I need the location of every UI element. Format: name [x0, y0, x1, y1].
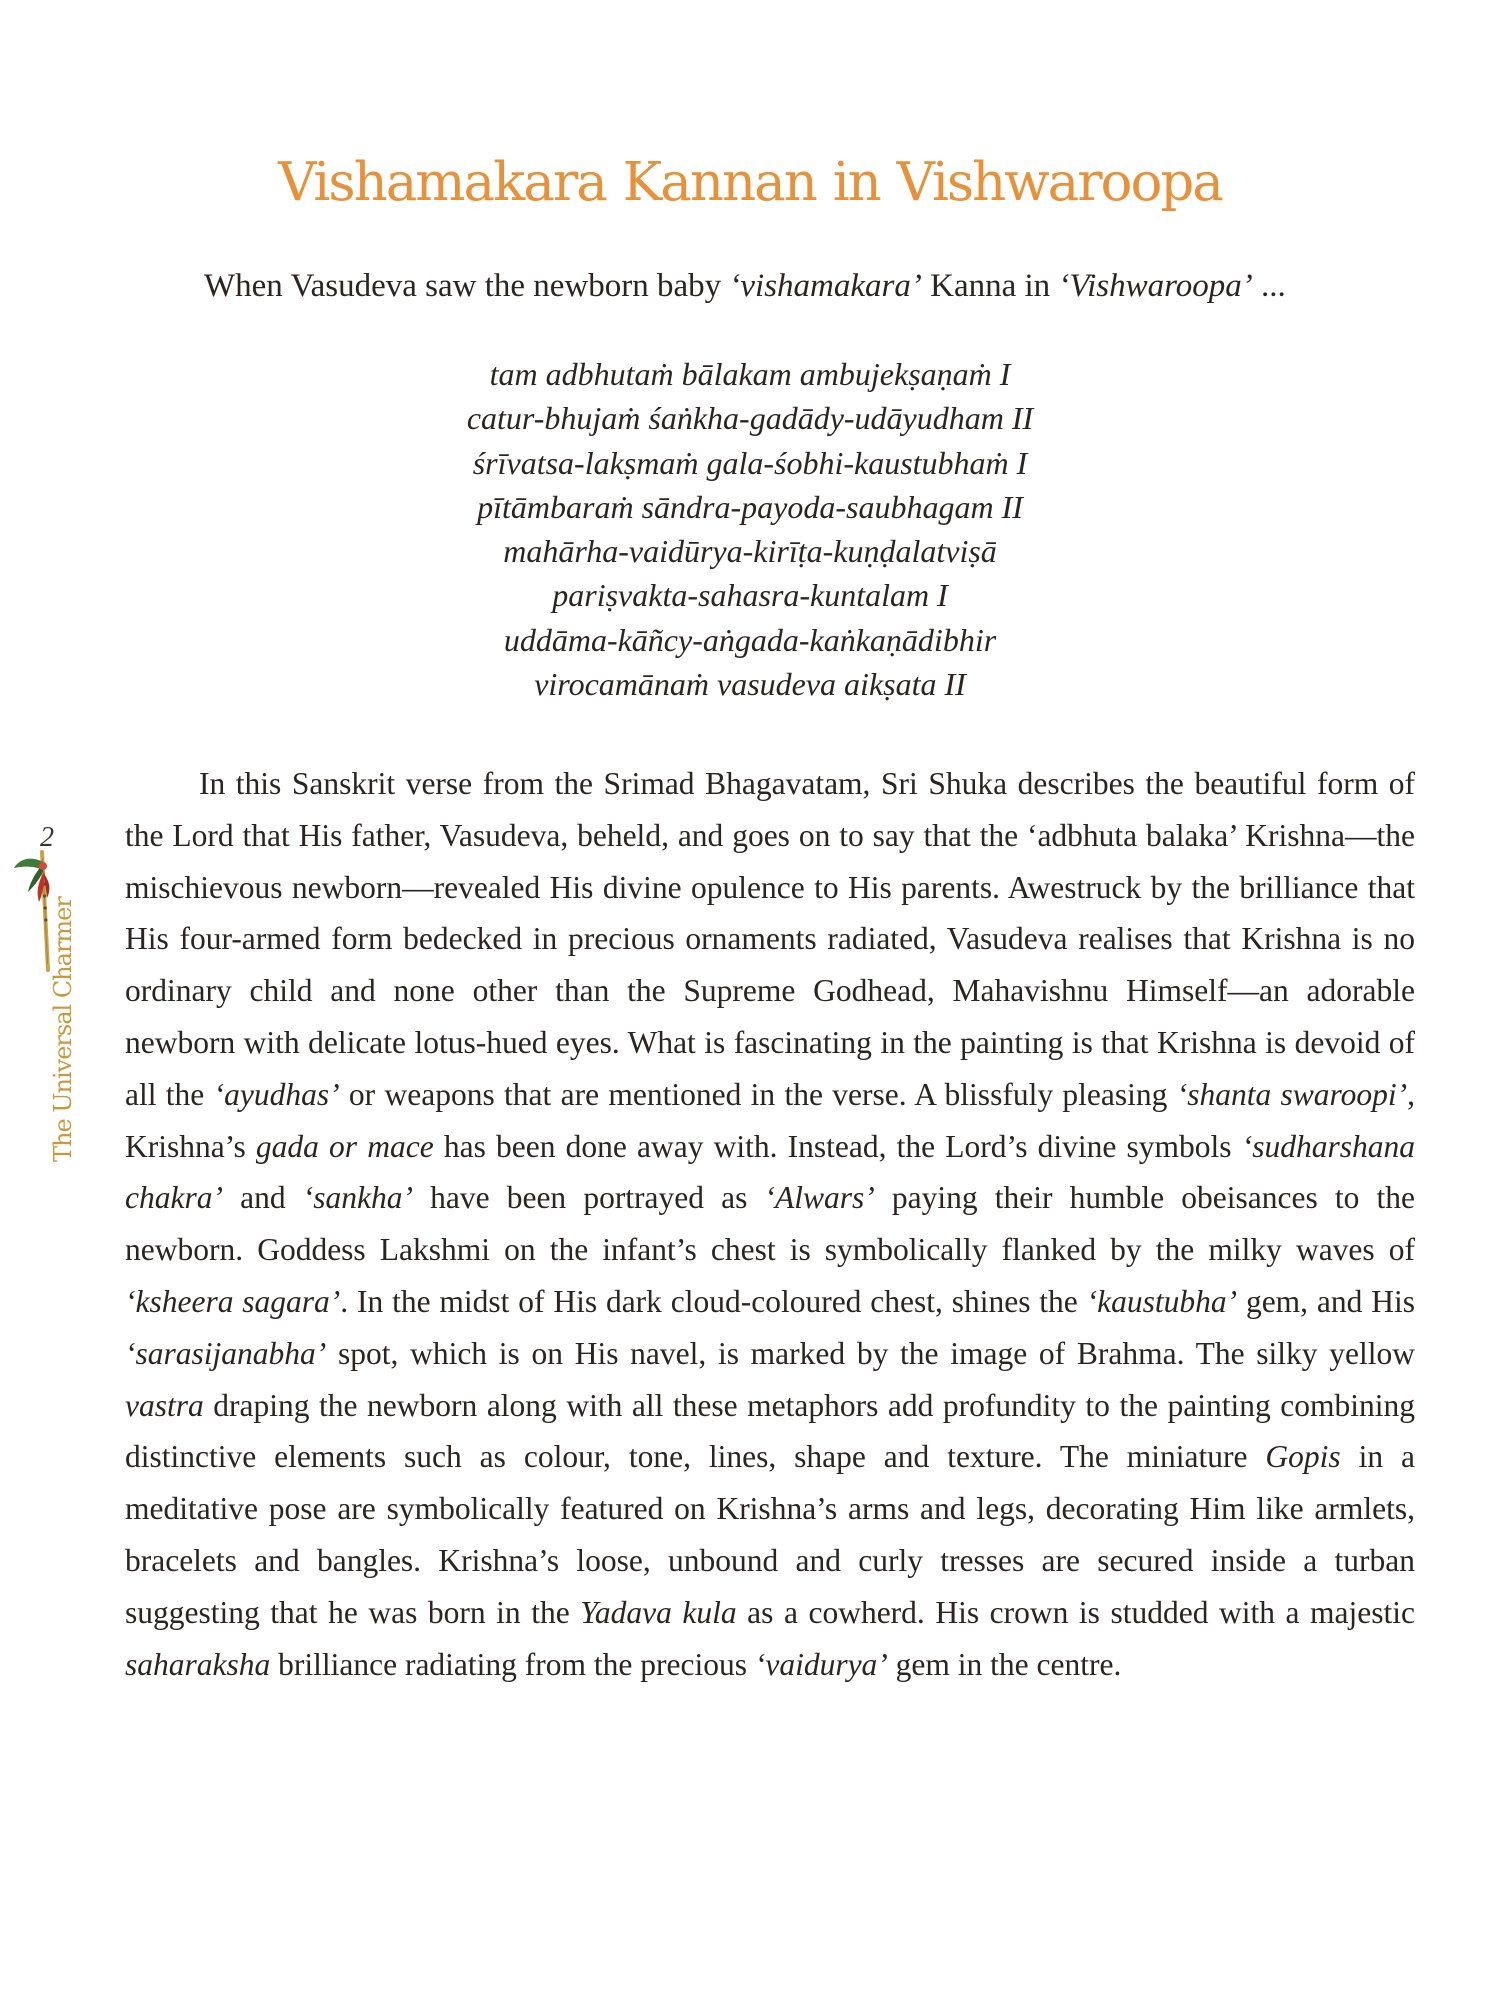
- para-text: . In the midst of His dark cloud-coloured chest, shines the: [340, 1283, 1087, 1319]
- side-label: The Universal Charmer: [49, 897, 77, 1162]
- para-term-gada: gada or mace: [255, 1128, 434, 1164]
- para-term-shanta-swaroopi: ‘shanta swaroopi’: [1176, 1076, 1408, 1112]
- para-text: in a meditative pose are symbolically featured on Krishna’s arms and legs, decorating Him like armlets, bracelets and bangles. Krishna’s loose, unbound and curly tresses are secured inside a turban suggesting that he was born in the: [125, 1439, 1416, 1630]
- para-text: In this Sanskrit verse from the Srimad Bhagavatam, Sri Shuka describes the beautiful form of the Lord that His father, Vasudeva, beheld, and goes on to say that the ‘adbhuta balaka’ Krishna—the mischievous newborn—revealed His divine opulence to His parents. Awestruck by the brilliance that His four-armed form bedecked in precious ornaments radiated, Vasudeva realises that Krishna is no ordinary child and none other than the Supreme Godhead, Mahavishnu Himself—an adorable newborn with delicate lotus-hued eyes. What is fascinating in the painting is that Krishna is devoid of all the: [125, 766, 1415, 1112]
- verse-line: catur-bhujaṁ śaṅkha-gadādy-udāyudham II: [466, 400, 1034, 437]
- intro-suffix: ...: [1252, 268, 1286, 304]
- para-term-sankha: ‘sankha’: [302, 1180, 413, 1216]
- intro-middle: Kanna in: [921, 268, 1059, 304]
- verse-line: pītāmbaraṁ sāndra-payoda-saubhagam II: [477, 488, 1023, 525]
- para-text: brilliance radiating from the precious: [270, 1646, 755, 1682]
- para-term-ayudhas: ‘ayudhas’: [213, 1076, 340, 1112]
- intro-prefix: When Vasudeva saw the newborn baby: [204, 268, 730, 304]
- verse-line: virocamānaṁ vasudeva aikṣata II: [534, 666, 966, 703]
- para-term-vastra: vastra: [125, 1387, 204, 1423]
- page-title: Vishamakara Kannan in Vishwaroopa: [278, 152, 1222, 213]
- para-text: as a cowherd. His crown is studded with a majestic: [736, 1594, 1416, 1630]
- para-term-kaustubha: ‘kaustubha’: [1086, 1283, 1238, 1319]
- para-text: spot, which is on His navel, is marked by the image of Brahma. The silky yellow: [326, 1335, 1415, 1371]
- para-text: or weapons that are mentioned in the verse. A blissfuly pleasing: [339, 1076, 1177, 1112]
- para-text: and: [222, 1180, 303, 1216]
- verse-line: mahārha-vaidūrya-kirīṭa-kuṇḍalatviṣā: [503, 533, 997, 570]
- para-term-gopis: Gopis: [1265, 1439, 1341, 1475]
- page-number: 2: [40, 822, 54, 853]
- verse-line: uddāma-kāñcy-aṅgada-kaṅkaṇādibhir: [503, 621, 997, 658]
- para-text: gem in the centre.: [887, 1646, 1122, 1682]
- intro-term-vishamakara: ‘vishamakara’: [729, 268, 922, 304]
- intro-line: [204, 266, 1424, 306]
- para-term-sarasijanabha: ‘sarasijanabha’: [125, 1335, 327, 1371]
- verse-line: tam adbhutaṁ bālakam ambujekṣaṇaṁ I: [489, 356, 1011, 392]
- body-paragraph: [125, 758, 1415, 1690]
- sanskrit-verse: [0, 352, 1500, 706]
- para-text: draping the newborn along with all these metaphors add profundity to the painting combining distinctive elements such as colour, tone, lines, shape and texture. The miniature: [125, 1387, 1415, 1475]
- verse-line: pariṣvakta-sahasra-kuntalam I: [552, 577, 948, 614]
- para-text: gem, and His: [1237, 1283, 1415, 1319]
- intro-term-vishwaroopa: ‘Vishwaroopa’: [1058, 268, 1253, 304]
- para-text: paying their humble obeisances to the newborn. Goddess Lakshmi on the infant’s chest is symbolically flanked by the milky waves of: [125, 1180, 1415, 1268]
- verse-line: śrīvatsa-lakṣmaṁ gala-śobhi-kaustubhaṁ I: [472, 444, 1028, 481]
- para-term-alwars: ‘Alwars’: [764, 1180, 875, 1216]
- para-term-yadava-kula: Yadava kula: [580, 1594, 737, 1630]
- para-text: has been done away with. Instead, the Lord’s divine symbols: [433, 1128, 1242, 1164]
- para-text: have been portrayed as: [412, 1180, 765, 1216]
- para-term-ksheera-sagara: ‘ksheera sagara’: [125, 1283, 341, 1319]
- para-term-saharaksha: saharaksha: [125, 1646, 271, 1682]
- para-text: , Krishna’s: [125, 1076, 1416, 1164]
- para-term-vaidurya: ‘vaidurya’: [754, 1646, 888, 1682]
- para-term-sudharshana: ‘sudharshana chakra’: [125, 1128, 1415, 1216]
